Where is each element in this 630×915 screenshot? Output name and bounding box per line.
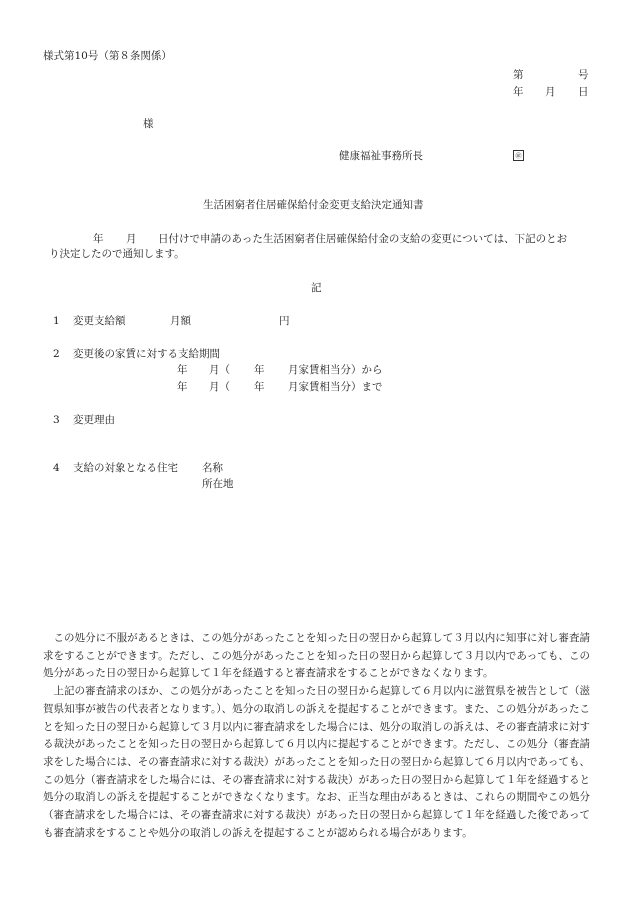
- item-4-label: 支給の対象となる住宅: [73, 462, 178, 474]
- period-to-month: 月（: [209, 381, 230, 393]
- appeal-paragraph-2: 上記の審査請求のほか、この処分があったことを知った日の翌日から起算して６月以内に滋賀県を被告として（滋賀県知事が被告の代表者となります。）、処分の取消しの訴えを提起することができます。また、この処分があったことを知った日の翌日から起算して３月以内に審査請求をした場合には、処分の取消しの訴えは、その審査請求に対する裁決があったことを知った日の翌日から起算して６月以内に提起することができます。ただし、この処分（審査請求をした場合には、その審査請求に対する裁決）があったことを知った日の翌日から起算して６月以内であっても、この処分（審査請求をした場合には、その審査請求に対する裁決）があった日の翌日から起算して１年を経過すると処分の取消しの訴えを提起することができなくなります。なお、正当な理由があるときは、これらの期間やこの処分（審査請求をした場合には、その審査請求に対する裁決）があった日の翌日から起算して１年を経過した後であっても審査請求をすることや処分の取消しの訴えを提起することが認められる場合があります。: [43, 685, 590, 839]
- intro-line-1: 日付けで申請のあった生活困窮者住居確保給付金の支給の変更については、下記のとお: [158, 233, 568, 245]
- item-1-label: 変更支給額: [73, 315, 126, 327]
- period-from-rent-month: 月家賃相当分）から: [288, 364, 383, 376]
- appeal-paragraph-1: この処分に不服があるときは、この処分があったことを知った日の翌日から起算して３月以内に知事に対し審査請求をすることができます。ただし、この処分があったことを知った日の翌日から起算して３月以内であっても、この処分があった日の翌日から起算して１年を経過すると審査請求をすることができなくなります。: [43, 632, 590, 680]
- intro-line-2: り決定したので通知します。: [49, 248, 185, 260]
- housing-name-label: 名称: [202, 462, 223, 474]
- document-number-suffix: 号: [578, 69, 589, 81]
- addressee-suffix: 様: [143, 118, 154, 130]
- intro-year: 年: [93, 233, 104, 245]
- item-1-monthly: 月額: [170, 315, 191, 327]
- period-from-year: 年: [177, 364, 188, 376]
- document-title: 生活困窮者住居確保給付金変更支給決定通知書: [203, 199, 424, 211]
- housing-location-label: 所在地: [202, 478, 234, 490]
- form-number: 様式第10号（第８条関係）: [43, 50, 172, 62]
- seal-mark: ㊞: [513, 150, 524, 161]
- period-to-rent-year: 年: [254, 381, 265, 393]
- item-3-number: 3: [53, 414, 60, 426]
- document-number-prefix: 第: [513, 69, 524, 81]
- period-to-rent-month: 月家賃相当分）まで: [288, 381, 383, 393]
- item-4-number: 4: [53, 462, 60, 474]
- date-day: 日: [578, 86, 589, 98]
- period-to-year: 年: [177, 381, 188, 393]
- issuer-title: 健康福祉事務所長: [339, 150, 423, 162]
- item-2-label: 変更後の家賃に対する支給期間: [73, 348, 220, 360]
- ki-heading: 記: [311, 282, 322, 294]
- item-3-label: 変更理由: [73, 414, 115, 426]
- period-from-rent-year: 年: [254, 364, 265, 376]
- item-1-yen: 円: [279, 315, 290, 327]
- date-year: 年: [513, 86, 524, 98]
- period-from-month: 月（: [209, 364, 230, 376]
- date-month: 月: [545, 86, 556, 98]
- intro-month: 月: [126, 233, 137, 245]
- appeal-notice: [43, 630, 590, 842]
- item-2-number: 2: [53, 348, 60, 360]
- item-1-number: 1: [53, 315, 60, 327]
